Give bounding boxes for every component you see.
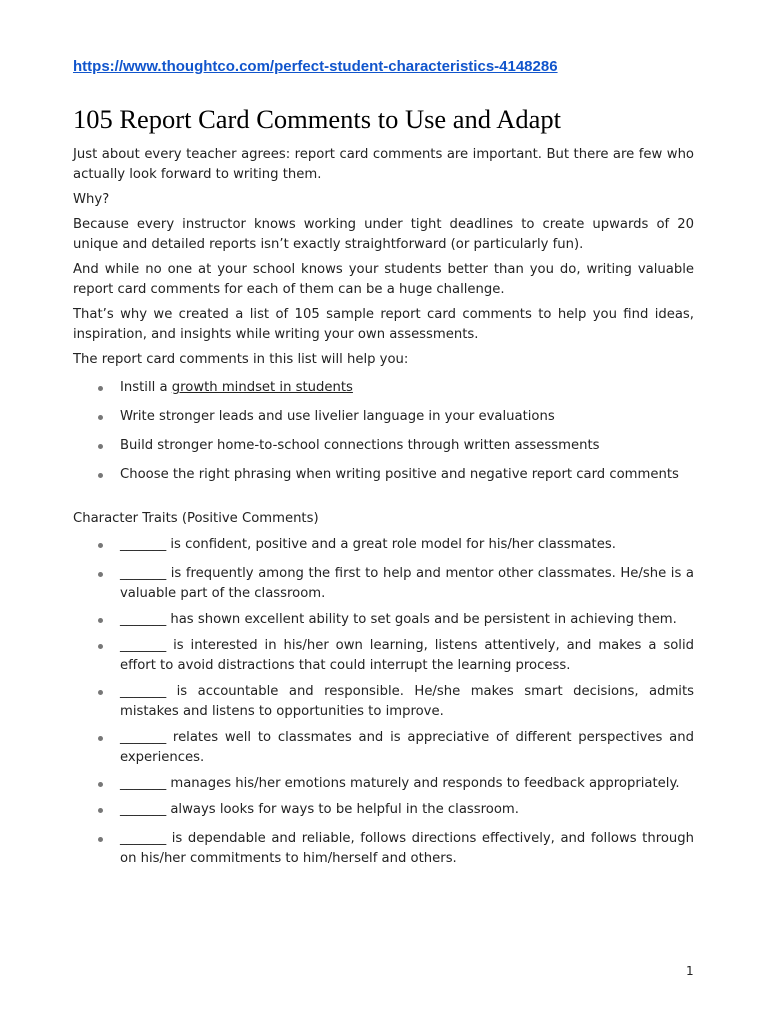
document-body: [73, 145, 694, 869]
bullet-icon: [98, 782, 103, 787]
page-number: 1: [686, 964, 694, 978]
help-list: [73, 378, 694, 485]
bullet-icon: [98, 473, 103, 478]
list-item: Choose the right phrasing when writing positive and negative report card comments: [73, 465, 694, 485]
comment-item: _______ manages his/her emotions maturely and responds to feedback appropriately.: [73, 774, 694, 794]
bullet-icon: [98, 808, 103, 813]
bullet-icon: [98, 415, 103, 420]
bullet-icon: [98, 736, 103, 741]
help-lead-paragraph: The report card comments in this list will help you:: [73, 352, 409, 367]
comment-item: _______ relates well to classmates and is appreciative of different perspectives and experiences.: [73, 728, 694, 768]
bullet-icon: [98, 572, 103, 577]
comment-item: _______ is frequently among the first to help and mentor other classmates. He/she is a valuable part of the classroom.: [73, 564, 694, 604]
list-item: Instill a growth mindset in students: [73, 378, 694, 398]
comment-item: _______ is accountable and responsible. He/she makes smart decisions, admits mistakes and listens to opportunities to improve.: [73, 682, 694, 722]
challenge-paragraph: And while no one at your school knows your students better than you do, writing valuable report card comments for each of them can be a huge challenge.: [73, 262, 694, 297]
comment-item: _______ is confident, positive and a great role model for his/her classmates.: [73, 535, 694, 555]
list-item: Write stronger leads and use livelier language in your evaluations: [73, 407, 694, 427]
source-url-link[interactable]: https://www.thoughtco.com/perfect-student-characteristics-4148286: [73, 58, 558, 75]
document-title: 105 Report Card Comments to Use and Adapt: [73, 104, 561, 134]
section-heading: Character Traits (Positive Comments): [73, 511, 319, 526]
why-paragraph: Why?: [73, 192, 110, 207]
list-intro-paragraph: That’s why we created a list of 105 sample report card comments to help you find ideas, inspiration, and insights while writing your own assessments.: [73, 307, 694, 342]
bullet-icon: [98, 690, 103, 695]
bullet-icon: [98, 618, 103, 623]
intro-paragraph: Just about every teacher agrees: report card comments are important. But there are few who actually look forward to writing them.: [73, 147, 694, 182]
comment-item: _______ has shown excellent ability to set goals and be persistent in achieving them.: [73, 610, 694, 630]
comment-item: _______ always looks for ways to be helpful in the classroom.: [73, 800, 694, 820]
comment-item: _______ is interested in his/her own learning, listens attentively, and makes a solid effort to avoid distractions that could interrupt the learning process.: [73, 636, 694, 676]
comments-list: [73, 535, 694, 869]
bullet-icon: [98, 386, 103, 391]
bullet-icon: [98, 444, 103, 449]
comment-item: _______ is dependable and reliable, follows directions effectively, and follows through on his/her commitments to him/herself and others.: [73, 829, 694, 869]
bullet-icon: [98, 837, 103, 842]
bullet-icon: [98, 644, 103, 649]
bullet-icon: [98, 543, 103, 548]
deadlines-paragraph: Because every instructor knows working under tight deadlines to create upwards of 20 unique and detailed reports isn’t exactly straightforward (or particularly fun).: [73, 217, 694, 252]
growth-mindset-link[interactable]: growth mindset in students: [171, 380, 353, 395]
list-item: Build stronger home-to-school connections through written assessments: [73, 436, 694, 456]
